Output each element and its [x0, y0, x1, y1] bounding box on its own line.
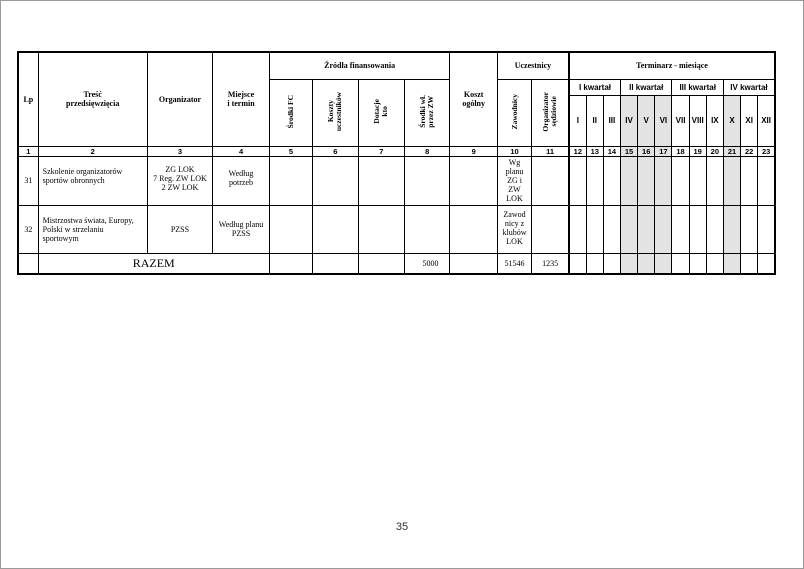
header-lp: Lp — [18, 52, 38, 146]
row-lp: 32 — [18, 205, 38, 253]
column-number: 19 — [689, 146, 706, 156]
row-lp: 31 — [18, 156, 38, 205]
header-tresc: Treść przedsięwzięcia — [38, 52, 147, 146]
header-zawodnicy: Zawodnicy — [497, 79, 531, 146]
column-number: 11 — [532, 146, 569, 156]
column-number: 9 — [450, 146, 497, 156]
column-number: 2 — [38, 146, 147, 156]
column-number: 13 — [586, 146, 603, 156]
header-koszt-ogolny: Koszt ogólny — [450, 52, 497, 146]
header-organizator-sedziowie: Organizator sędziowie — [532, 79, 569, 146]
column-number-row — [18, 146, 775, 156]
header-organizator: Organizator — [147, 52, 213, 146]
row-tresc: Mistrzostwa świata, Europy, Polski w strzelaniu sportowym — [38, 205, 147, 253]
row-tresc: Szkolenie organizatorów sportów obronnych — [38, 156, 147, 205]
total-zawodnicy: 51546 — [497, 253, 531, 274]
column-number: 16 — [638, 146, 655, 156]
financing-schedule-table — [17, 51, 776, 275]
row-organizator: PZSS — [147, 205, 213, 253]
column-number: 8 — [405, 146, 450, 156]
header-uczestnicy: Uczestnicy — [497, 52, 569, 79]
column-number: 18 — [672, 146, 689, 156]
column-number: 4 — [213, 146, 270, 156]
column-number: 6 — [313, 146, 358, 156]
column-number: 15 — [620, 146, 637, 156]
row-zawodnicy: Zawod nicy z klubów LOK — [497, 205, 531, 253]
table-row — [18, 205, 775, 253]
header-month: I — [569, 95, 586, 146]
header-month: VIII — [689, 95, 706, 146]
header-month: II — [586, 95, 603, 146]
header-kwartal-2: II kwartał — [620, 79, 671, 95]
page-number: 35 — [395, 521, 409, 533]
header-month: VII — [672, 95, 689, 146]
column-number: 23 — [758, 146, 775, 156]
header-kwartal-1: I kwartał — [569, 79, 620, 95]
row-zawodnicy: Wg planu ZG i ZW LOK — [497, 156, 531, 205]
column-number: 12 — [569, 146, 586, 156]
header-month: XI — [741, 95, 758, 146]
header-srodki-wl: Środki wł. przez ZW — [405, 79, 450, 146]
row-organizator: ZG LOK 7 Reg. ZW LOK 2 ZW LOK — [147, 156, 213, 205]
column-number: 20 — [706, 146, 723, 156]
column-number: 22 — [741, 146, 758, 156]
column-number: 10 — [497, 146, 531, 156]
column-number: 14 — [603, 146, 620, 156]
header-month: X — [723, 95, 740, 146]
column-number: 17 — [655, 146, 672, 156]
header-srodki-fc: Środki FC — [269, 79, 312, 146]
header-month: VI — [655, 95, 672, 146]
column-number: 5 — [269, 146, 312, 156]
table-row — [18, 156, 775, 205]
column-number: 3 — [147, 146, 213, 156]
header-month: V — [638, 95, 655, 146]
header-month: XII — [758, 95, 775, 146]
header-zrodla: Źródła finansowania — [269, 52, 450, 79]
total-srodki-wl: 5000 — [405, 253, 450, 274]
header-kwartal-3: III kwartał — [672, 79, 723, 95]
column-number: 21 — [723, 146, 740, 156]
header-month: IV — [620, 95, 637, 146]
row-miejsce: Według planu PZSS — [213, 205, 270, 253]
total-organizator-sedziowie: 1235 — [532, 253, 569, 274]
total-label: RAZEM — [38, 253, 269, 274]
header-miejsce: Miejsce i termin — [213, 52, 270, 146]
row-miejsce: Według potrzeb — [213, 156, 270, 205]
total-row — [18, 253, 775, 274]
header-dotacje-kto: Dotacje kto — [358, 79, 404, 146]
column-number: 1 — [18, 146, 38, 156]
column-number: 7 — [358, 146, 404, 156]
header-koszty-uczestnikow: Koszty uczestników — [313, 79, 358, 146]
header-kwartal-4: IV kwartał — [723, 79, 775, 95]
header-terminarz: Terminarz - miesiące — [569, 52, 775, 79]
header-month: IX — [706, 95, 723, 146]
header-month: III — [603, 95, 620, 146]
